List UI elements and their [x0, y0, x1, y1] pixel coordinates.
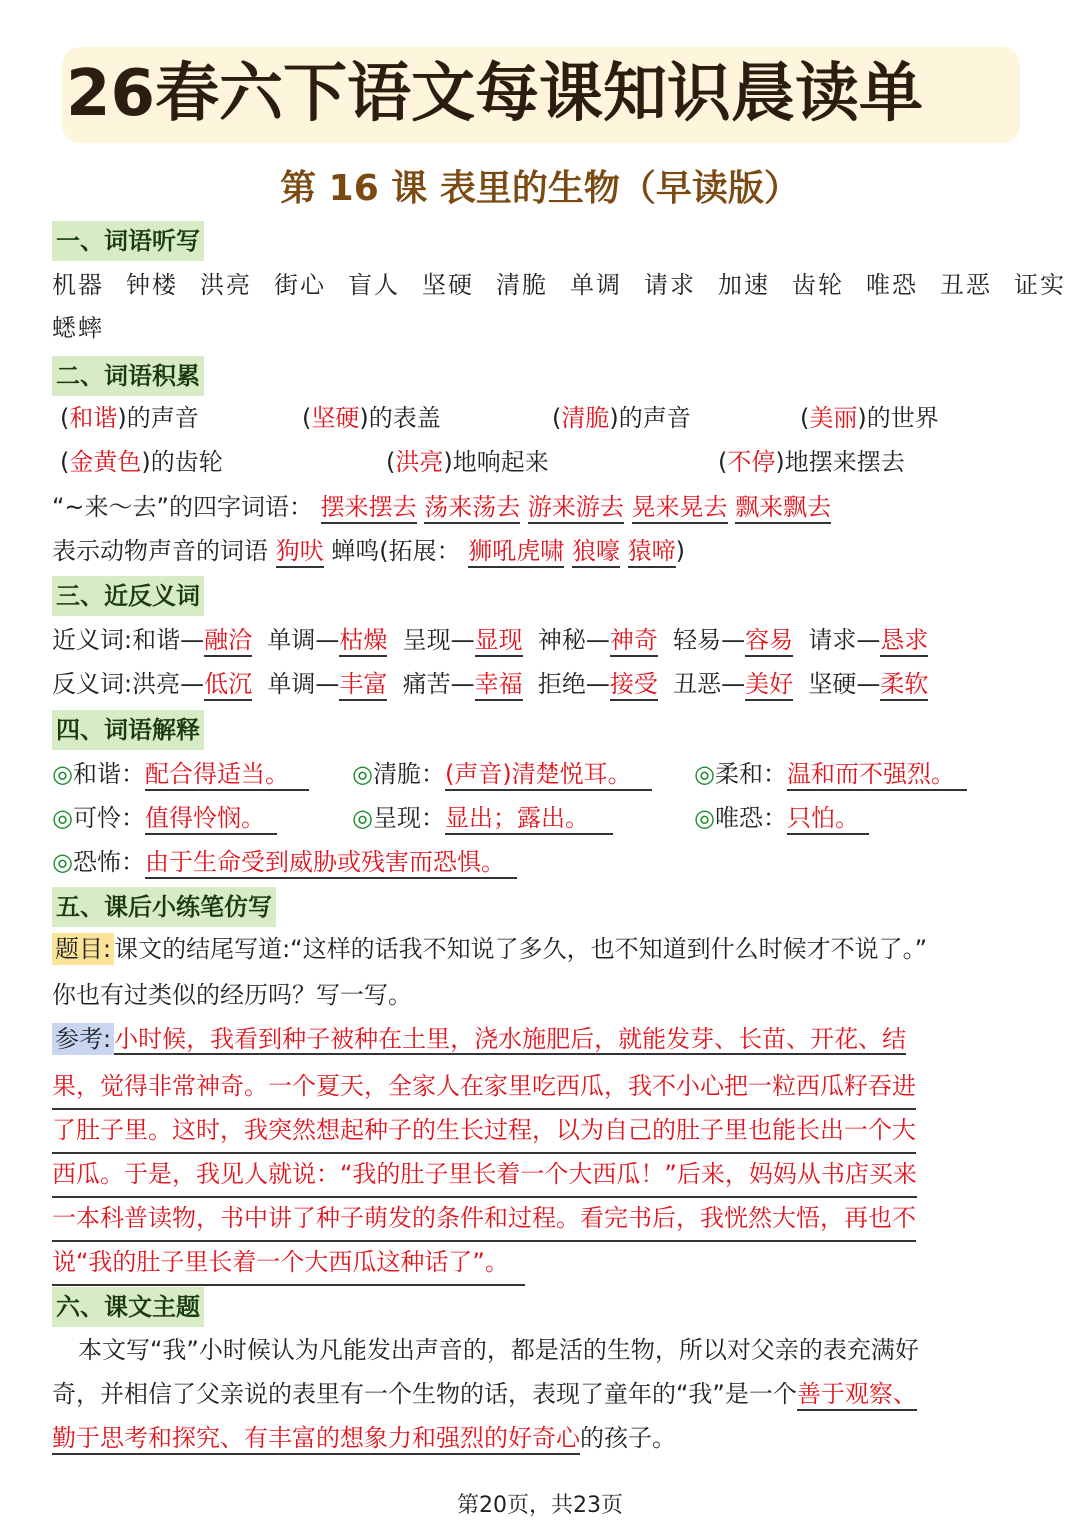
page-number: 第20页，共23页 — [457, 1493, 623, 1518]
laiqu-word: 荡来荡去 — [424, 493, 520, 524]
word: 坚硬 — [422, 271, 474, 299]
section-heading-writing: 五、课后小练笔仿写 — [52, 887, 276, 927]
sound-word: 狮吼虎啸 — [468, 537, 564, 568]
word: 街心 — [274, 271, 326, 299]
word: 齿轮 — [792, 271, 844, 299]
word: 加速 — [718, 271, 770, 299]
collocation: (洪亮)地响起来 — [386, 448, 549, 476]
word: 机器 — [52, 271, 104, 299]
lesson-title: 第 16 课 表里的生物（早读版） — [280, 168, 800, 209]
word: 证实 — [1014, 271, 1066, 299]
word: 洪亮 — [200, 271, 252, 299]
laiqu-word: 飘来飘去 — [735, 493, 831, 524]
section-heading-explanation: 四、词语解释 — [52, 710, 204, 750]
sound-word: 猿啼 — [628, 537, 676, 568]
theme-line: 勤于思考和探究、有丰富的想象力和强烈的好奇心的孩子。 — [52, 1420, 676, 1456]
word: 请求 — [644, 271, 696, 299]
reference-line: 一本科普读物，书中讲了种子萌发的条件和过程。看完书后，我恍然大悟，再也不 — [52, 1196, 916, 1242]
reference-tag: 参考: — [52, 1023, 114, 1055]
question-line: 题目: 课文的结尾写道:“这样的话我不知说了多久，也不知道到什么时候才不说了。” — [52, 931, 927, 967]
word: 唯恐 — [866, 271, 918, 299]
page-title: 26春六下语文每课知识晨读单 — [66, 57, 924, 131]
reference-line: 西瓜。于是，我见人就说：“我的肚子里长着一个大西瓜！”后来，妈妈从书店买来 — [52, 1152, 917, 1198]
theme-line: 本文写“我”小时候认为凡能发出声音的，都是活的生物，所以对父亲的表充满好 — [78, 1336, 919, 1364]
question-tag: 题目: — [52, 933, 114, 965]
definition-item: ◎恐怖：由于生命受到威胁或残害而恐惧。 — [52, 844, 517, 880]
laiqu-words-row: “~来～去”的四字词语： 摆来摆去 荡来荡去 游来游去 晃来晃去 飘来飘去 — [52, 489, 831, 525]
definition-item: ◎可怜：值得怜悯。 — [52, 800, 277, 836]
dictation-words-line2 — [52, 310, 126, 346]
antonym-row: 反义词:洪亮—低沉 单调—丰富 痛苦—幸福 拒绝—接受 丑恶—美好 坚硬—柔软 — [52, 666, 928, 702]
reference-line: 参考: 小时候，我看到种子被种在土里，浇水施肥后，就能发芽、长苗、开花、结 — [52, 1021, 906, 1057]
word: 清脆 — [496, 271, 548, 299]
collocation: (美丽)的世界 — [800, 404, 939, 432]
laiqu-word: 游来游去 — [528, 493, 624, 524]
section-heading-accumulation: 二、词语积累 — [52, 356, 204, 396]
word: 钟楼 — [126, 271, 178, 299]
sound-word: 狼嚎 — [572, 537, 620, 568]
definition-item: ◎呈现：显出；露出。 — [352, 800, 613, 836]
word: 盲人 — [348, 271, 400, 299]
synonym-row: 近义词:和谐—融洽 单调—枯燥 呈现—显现 神秘—神奇 轻易—容易 请求—恳求 — [52, 622, 928, 658]
definition-item: ◎唯恐：只怕。 — [694, 800, 869, 836]
collocation: (和谐)的声音 — [60, 404, 199, 432]
collocation: (金黄色)的齿轮 — [60, 448, 223, 476]
sound-word: 狗吠 — [276, 537, 324, 568]
definition-item: ◎柔和：温和而不强烈。 — [694, 756, 967, 792]
reference-line: 说“我的肚子里长着一个大西瓜这种话了”。 — [52, 1240, 525, 1286]
animal-sound-row: 表示动物声音的词语 狗吠 蝉鸣(拓展： 狮吼虎啸 狼嚎 猿啼) — [52, 533, 685, 569]
section-heading-theme: 六、课文主题 — [52, 1287, 204, 1327]
collocation: (清脆)的声音 — [552, 404, 691, 432]
laiqu-word: 摆来摆去 — [321, 493, 417, 524]
definition-item: ◎清脆：(声音)清楚悦耳。 — [352, 756, 652, 792]
word: 丑恶 — [940, 271, 992, 299]
reference-line: 果，觉得非常神奇。一个夏天，全家人在家里吃西瓜，我不小心把一粒西瓜籽吞进 — [52, 1064, 916, 1110]
definition-item: ◎和谐：配合得适当。 — [52, 756, 309, 792]
laiqu-word: 晃来晃去 — [632, 493, 728, 524]
collocation: (坚硬)的表盖 — [302, 404, 441, 432]
reference-line: 了肚子里。这时，我突然想起种子的生长过程，以为自己的肚子里也能长出一个大 — [52, 1108, 916, 1154]
word: 单调 — [570, 271, 622, 299]
dictation-words — [52, 267, 1066, 303]
section-heading-dictation: 一、词语听写 — [52, 221, 204, 261]
collocation: (不停)地摆来摆去 — [718, 448, 905, 476]
section-heading-synonyms: 三、近反义词 — [52, 576, 204, 616]
question-line2: 你也有过类似的经历吗？写一写。 — [52, 981, 412, 1009]
theme-line: 奇，并相信了父亲说的表里有一个生物的话，表现了童年的“我”是一个善于观察、 — [52, 1376, 917, 1412]
word: 蟋蟀 — [52, 314, 104, 342]
